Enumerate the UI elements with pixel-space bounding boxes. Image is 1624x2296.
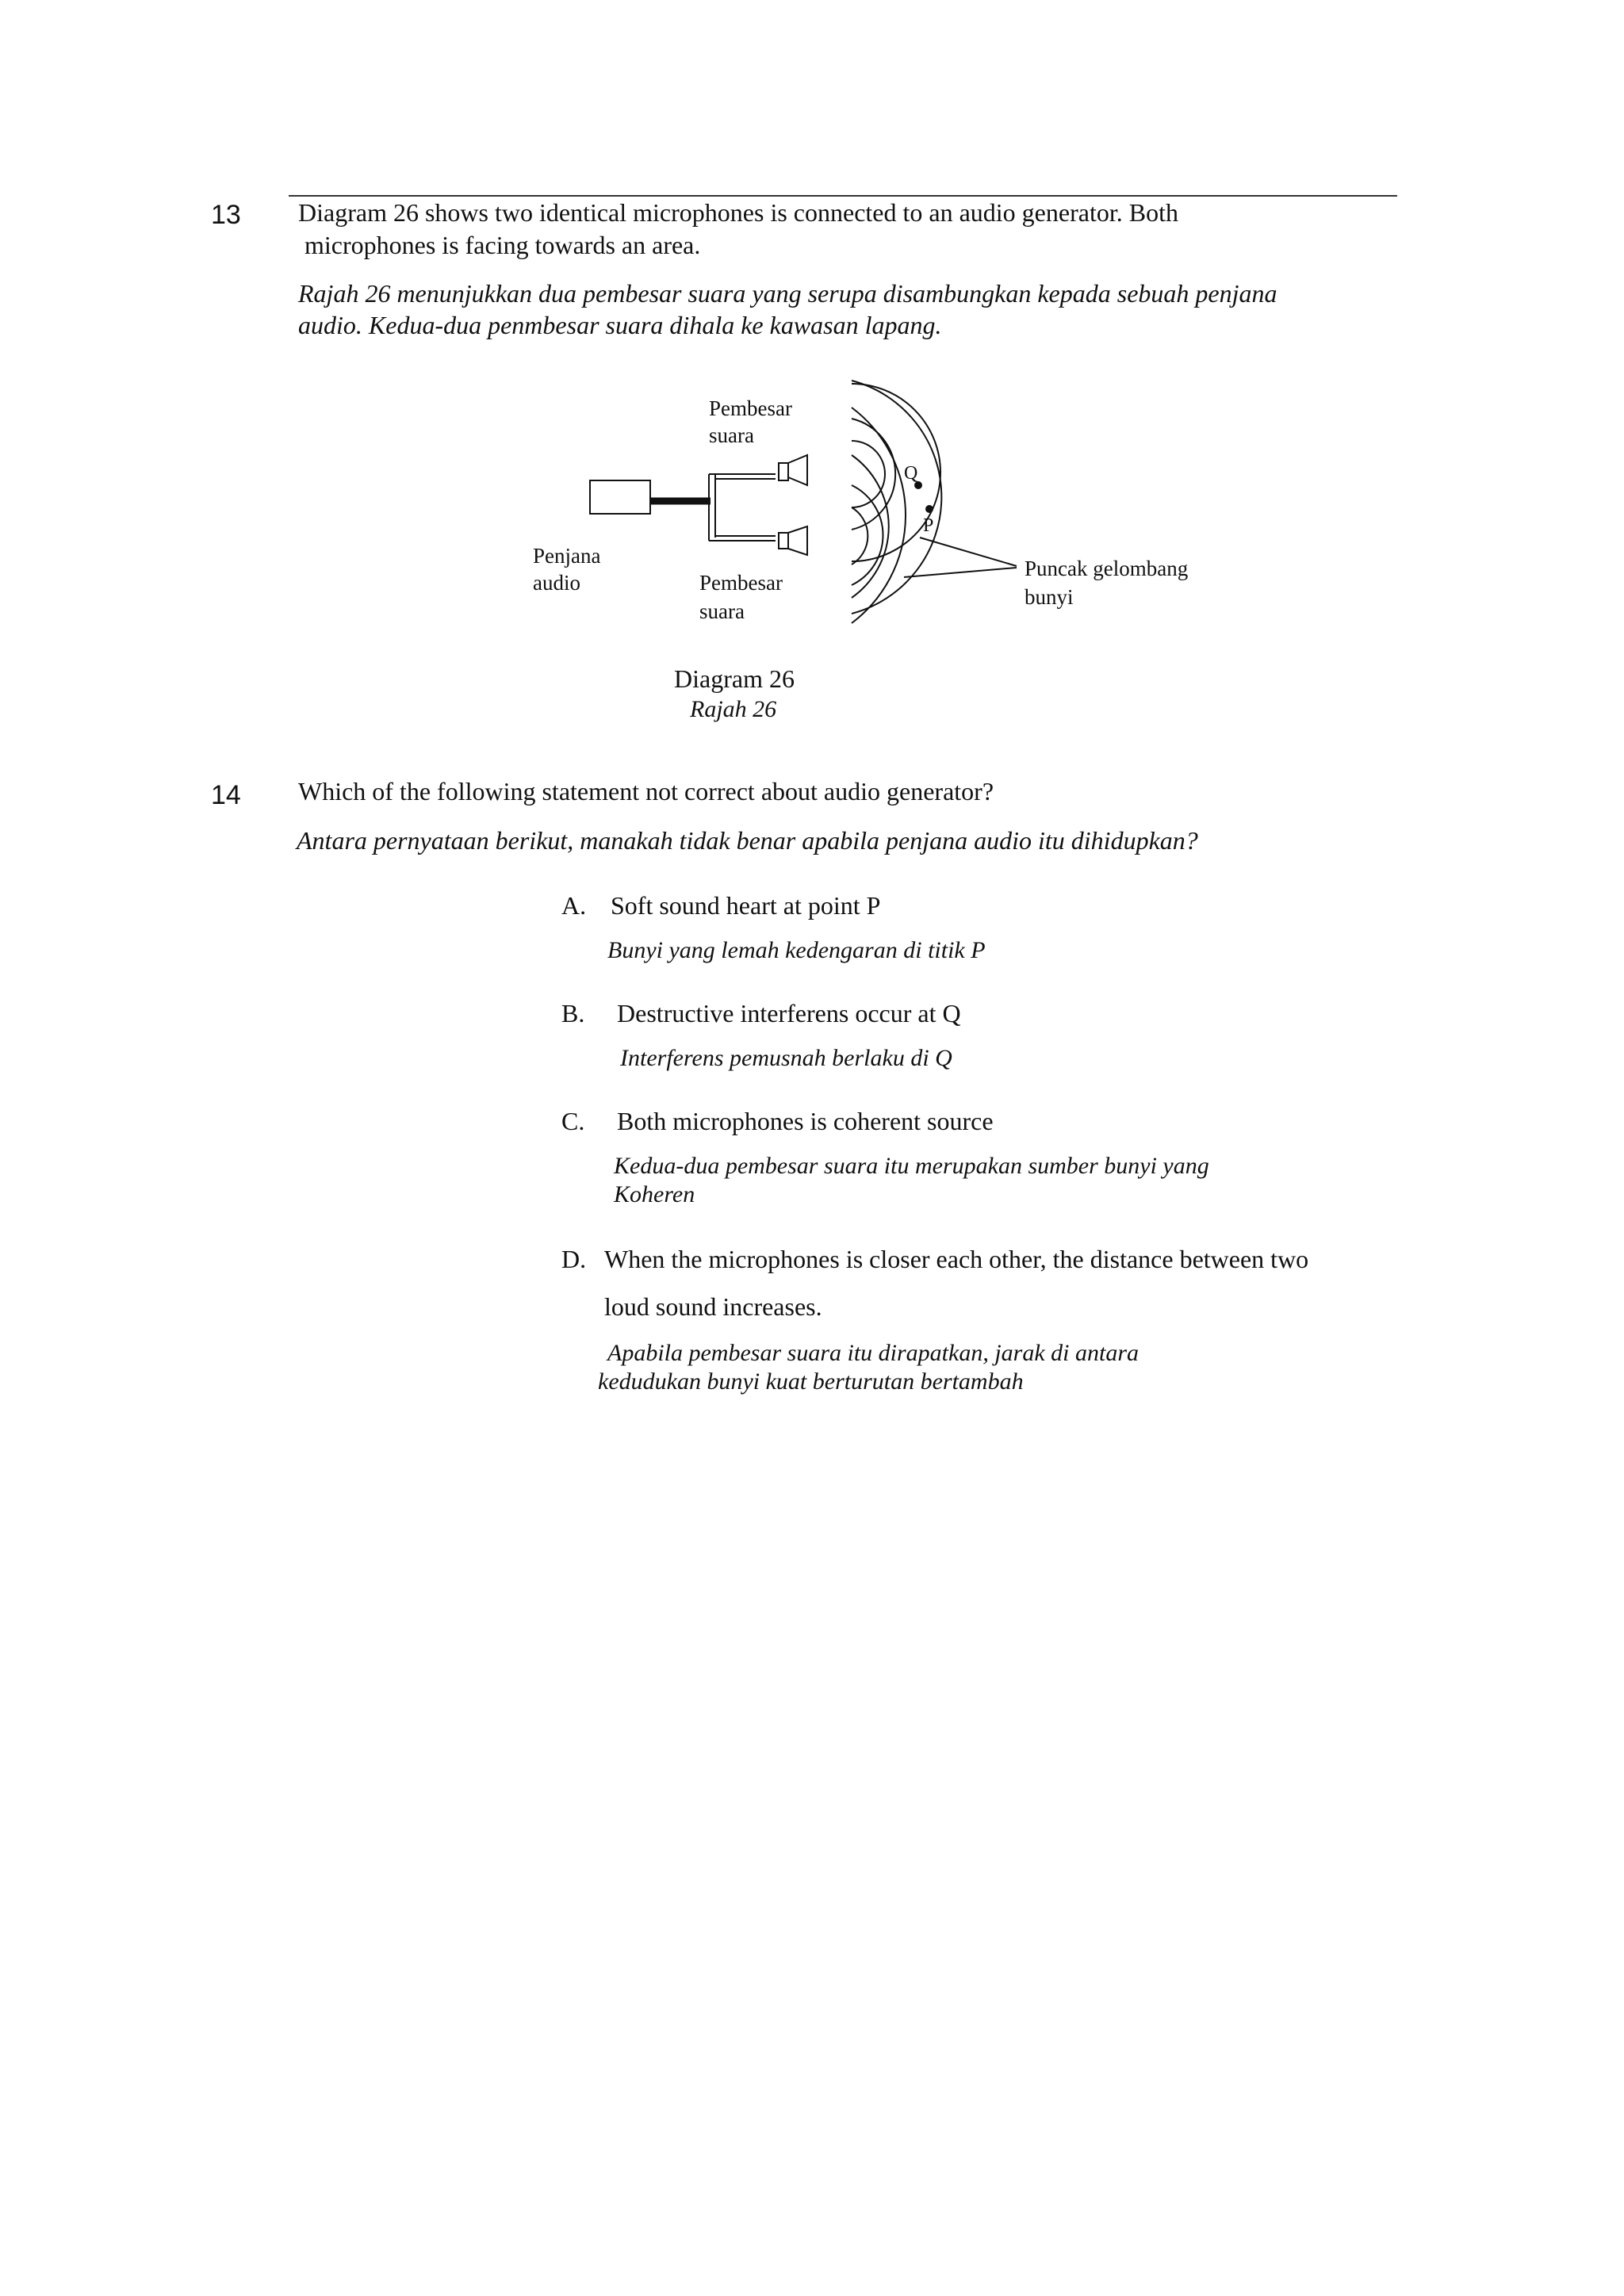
audio-generator-box xyxy=(590,480,650,514)
option-a-letter: A. xyxy=(561,891,587,920)
option-d-text-en-line2: loud sound increases. xyxy=(604,1292,822,1321)
question-13-number: 13 xyxy=(211,200,241,230)
wavefronts-top xyxy=(852,381,941,614)
crest-label-line2: bunyi xyxy=(1025,585,1074,609)
option-c-text-en: Both microphones is coherent source xyxy=(617,1107,994,1135)
speaker-top-icon xyxy=(779,455,807,485)
speaker-bottom-label-line1: Pembesar xyxy=(699,571,783,595)
speaker-top-label-line1: Pembesar xyxy=(709,396,792,420)
question-13-text-en-line1: Diagram 26 shows two identical microphones is connected to an audio generator. Both xyxy=(298,198,1178,227)
question-14-text-en: Which of the following statement not correct about audio generator? xyxy=(298,777,994,806)
generator-label-line1: Penjana xyxy=(533,544,601,568)
option-a-text-en: Soft sound heart at point P xyxy=(611,891,881,920)
label-q: Q xyxy=(904,463,918,484)
generator-label-line2: audio xyxy=(533,571,580,595)
diagram-caption-ms: Rajah 26 xyxy=(690,696,777,722)
question-13-text-ms-line1: Rajah 26 menunjukkan dua pembesar suara yang serupa disambungkan kepada sebuah penjana xyxy=(298,279,1277,308)
question-14-number: 14 xyxy=(211,780,241,810)
option-a-text-ms: Bunyi yang lemah kedengaran di titik P xyxy=(607,937,986,963)
question-14-text-ms: Antara pernyataan berikut, manakah tidak benar apabila penjana audio itu dihidupkan? xyxy=(297,826,1198,855)
option-b-text-ms: Interferens pemusnah berlaku di Q xyxy=(620,1045,952,1071)
speaker-wires xyxy=(709,474,776,541)
crest-leader-lines xyxy=(904,538,1017,577)
option-d-letter: D. xyxy=(561,1245,587,1273)
speaker-bottom-label-line2: suara xyxy=(699,599,745,623)
question-13-text-ms-line2: audio. Kedua-dua penmbesar suara dihala ke kawasan lapang. xyxy=(298,311,942,339)
option-c-text-ms-line1: Kedua-dua pembesar suara itu merupakan sumber bunyi yang xyxy=(614,1153,1209,1179)
crest-label-line1: Puncak gelombang xyxy=(1025,557,1189,580)
option-d-text-ms-line2: kedudukan bunyi kuat berturutan bertambah xyxy=(598,1368,1024,1395)
option-d-text-ms-line1: Apabila pembesar suara itu dirapatkan, jarak di antara xyxy=(607,1340,1139,1366)
option-c-text-ms-line2: Koheren xyxy=(614,1181,695,1207)
option-b-text-en: Destructive interferens occur at Q xyxy=(617,999,961,1027)
diagram-caption-en: Diagram 26 xyxy=(674,664,795,693)
speaker-top-label-line2: suara xyxy=(709,423,754,447)
option-d-text-en-line1: When the microphones is closer each other, the distance between two xyxy=(604,1245,1309,1273)
option-c-letter: C. xyxy=(561,1107,585,1135)
option-b-letter: B. xyxy=(561,999,585,1027)
question-13-text-en-line2: microphones is facing towards an area. xyxy=(304,231,701,259)
point-p-dot xyxy=(925,505,933,513)
label-p: P xyxy=(923,515,934,536)
speaker-bottom-icon xyxy=(779,526,807,555)
